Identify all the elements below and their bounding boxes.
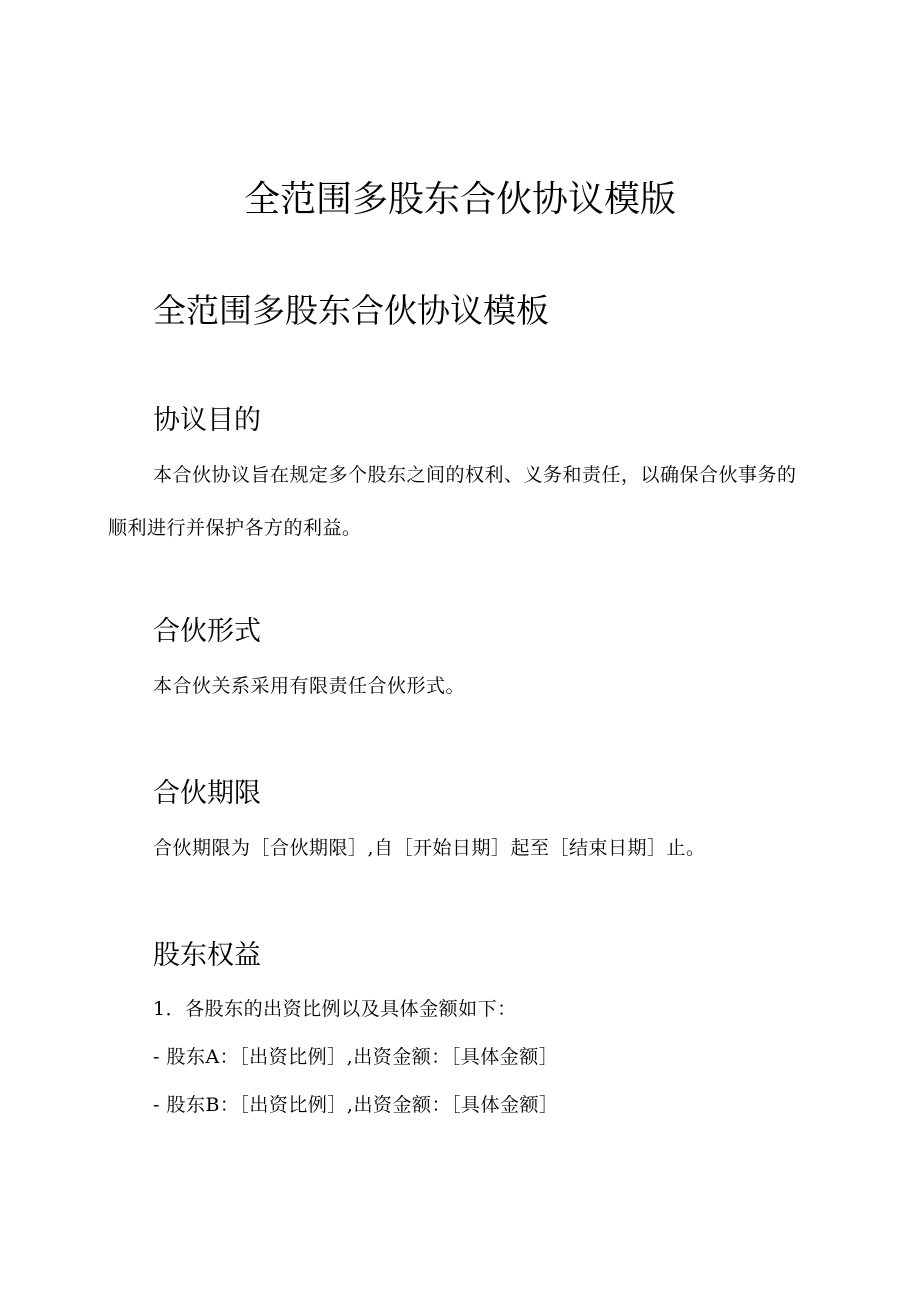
document-title: 全范围多股东合伙协议模版 [243, 179, 676, 220]
section-body-purpose: 本合伙协议旨在规定多个股东之间的权利、义务和责任，以确保合伙事务的顺利进行并保护各方的利益。 [108, 464, 797, 539]
section-body-term: 合伙期限为［合伙期限］,自［开始日期］起至［结束日期］止。 [153, 837, 706, 859]
section-heading-purpose: 协议目的 [153, 405, 261, 436]
section-body-form: 本合伙关系采用有限责任合伙形式。 [153, 675, 466, 697]
section-heading-term: 合伙期限 [153, 778, 261, 809]
document-subtitle: 全范围多股东合伙协议模板 [153, 291, 549, 330]
section-heading-equity: 股东权益 [153, 940, 261, 971]
list-item: - 股东A：［出资比例］,出资金额：［具体金额］ [153, 1046, 559, 1068]
section-heading-form: 合伙形式 [153, 616, 261, 647]
list-item: 1．各股东的出资比例以及具体金额如下： [153, 998, 517, 1020]
list-item: - 股东B：［出资比例］,出资金额：［具体金额］ [153, 1094, 559, 1116]
